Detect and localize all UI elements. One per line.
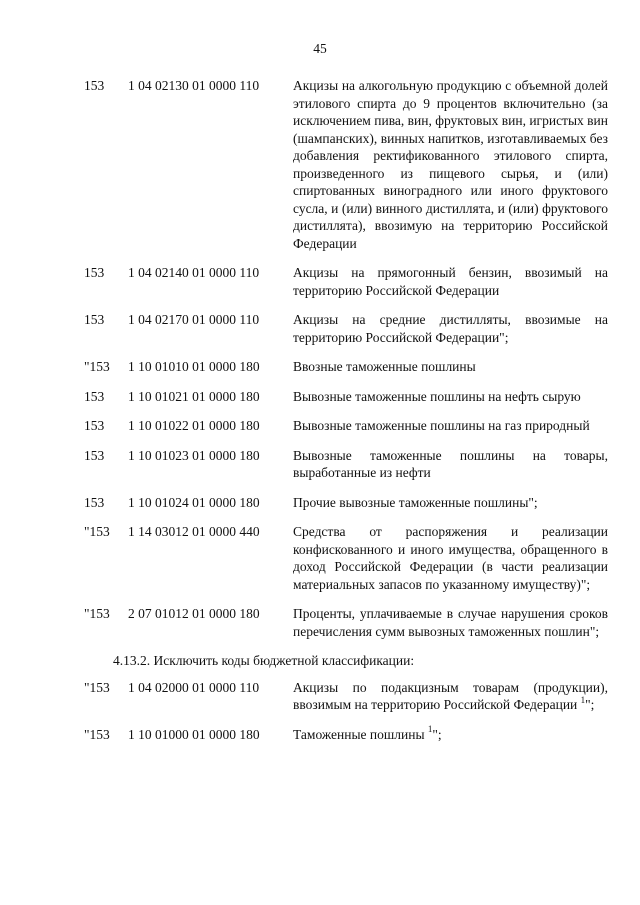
admin-code: "153 (84, 606, 110, 621)
code-description: Прочие вывозные таможенные пошлины"; (293, 494, 538, 510)
page-number: 45 (313, 41, 327, 56)
code-table-included (84, 77, 608, 640)
code-description (293, 679, 608, 714)
admin-code: 153 (84, 418, 105, 433)
budget-code: 1 04 02000 01 0000 110 (128, 679, 260, 695)
table-row (84, 77, 608, 252)
code-description: Вывозные таможенные пошлины на газ природный (293, 418, 590, 433)
admin-code: 153 (84, 312, 105, 327)
admin-code: "153 (84, 679, 110, 695)
admin-code: 153 (84, 78, 105, 93)
code-description: Вывозные таможенные пошлины на нефть сырую (293, 388, 581, 404)
table-row (84, 417, 608, 435)
table-row (84, 447, 608, 482)
code-description: Ввозные таможенные пошлины (293, 359, 476, 374)
closing-quote: "; (585, 697, 595, 712)
table-row (84, 605, 608, 640)
code-description: Средства от распоряжения и реализации конфискованного и иного имущества, обращенного в доход Российской Федерации (в части реализации материальных запасов по указанному имуществу)"; (293, 524, 608, 592)
footnote-marker: 1 (427, 724, 433, 734)
admin-code: 153 (84, 388, 105, 404)
budget-code: 2 07 01012 01 0000 180 (128, 606, 260, 621)
footnote-marker: 1 (580, 694, 586, 705)
admin-code: "153 (84, 726, 110, 742)
document-body (84, 77, 608, 755)
budget-code: 1 10 01021 01 0000 180 (128, 388, 260, 404)
code-description: Акцизы на средние дистилляты, ввозимые на территорию Российской Федерации"; (293, 312, 608, 345)
table-row (84, 264, 608, 299)
admin-code: "153 (84, 524, 110, 539)
code-table-excluded (84, 679, 608, 744)
table-row (84, 358, 608, 376)
budget-code: 1 10 01023 01 0000 180 (128, 447, 260, 463)
closing-quote: "; (432, 726, 442, 742)
table-row (84, 679, 608, 714)
admin-code: 153 (84, 447, 105, 463)
table-row (84, 388, 608, 406)
budget-code: 1 04 02170 01 0000 110 (128, 312, 260, 327)
budget-code: 1 04 02140 01 0000 110 (128, 265, 260, 280)
budget-code: 1 10 01022 01 0000 180 (128, 418, 260, 433)
budget-code: 1 10 01010 01 0000 180 (128, 359, 260, 374)
table-row (84, 726, 608, 744)
admin-code: 153 (84, 265, 105, 280)
budget-code: 1 04 02130 01 0000 110 (128, 78, 260, 93)
code-description: Вывозные таможенные пошлины на товары, выработанные из нефти (293, 447, 608, 480)
section-note: 4.13.2. Исключить коды бюджетной классификации: (113, 653, 415, 668)
budget-code: 1 14 03012 01 0000 440 (128, 524, 260, 539)
table-row (84, 523, 608, 593)
budget-code: 1 10 01024 01 0000 180 (128, 494, 260, 510)
budget-code: 1 10 01000 01 0000 180 (128, 726, 260, 742)
code-description: Проценты, уплачиваемые в случае нарушения сроков перечисления сумм вывозных таможенных пошлин"; (293, 606, 608, 639)
table-row (84, 311, 608, 346)
description-text: Акцизы по подакцизным товарам (продукции), ввозимым на территорию Российской Федерации (293, 679, 608, 712)
table-row (84, 494, 608, 512)
code-description (293, 726, 608, 744)
code-description: Акцизы на прямогонный бензин, ввозимый на территорию Российской Федерации (293, 265, 608, 298)
description-text: Таможенные пошлины (293, 726, 425, 742)
code-description: Акцизы на алкогольную продукцию с объемной долей этилового спирта до 9 процентов включительно (за исключением пива, вин, фруктовых вин, игристых вин (шампанских), винных напитков, изготавливаемых без добавления ректификованного этилового спирта, произведенного из пищевого сырья, и (или) спиртованных виноградного или иного фруктового сусла, и (или) винного дистиллята, и (или) фруктового дистиллята), ввозимую на территорию Российской Федерации (293, 78, 608, 251)
admin-code: 153 (84, 494, 105, 510)
admin-code: "153 (84, 359, 110, 374)
